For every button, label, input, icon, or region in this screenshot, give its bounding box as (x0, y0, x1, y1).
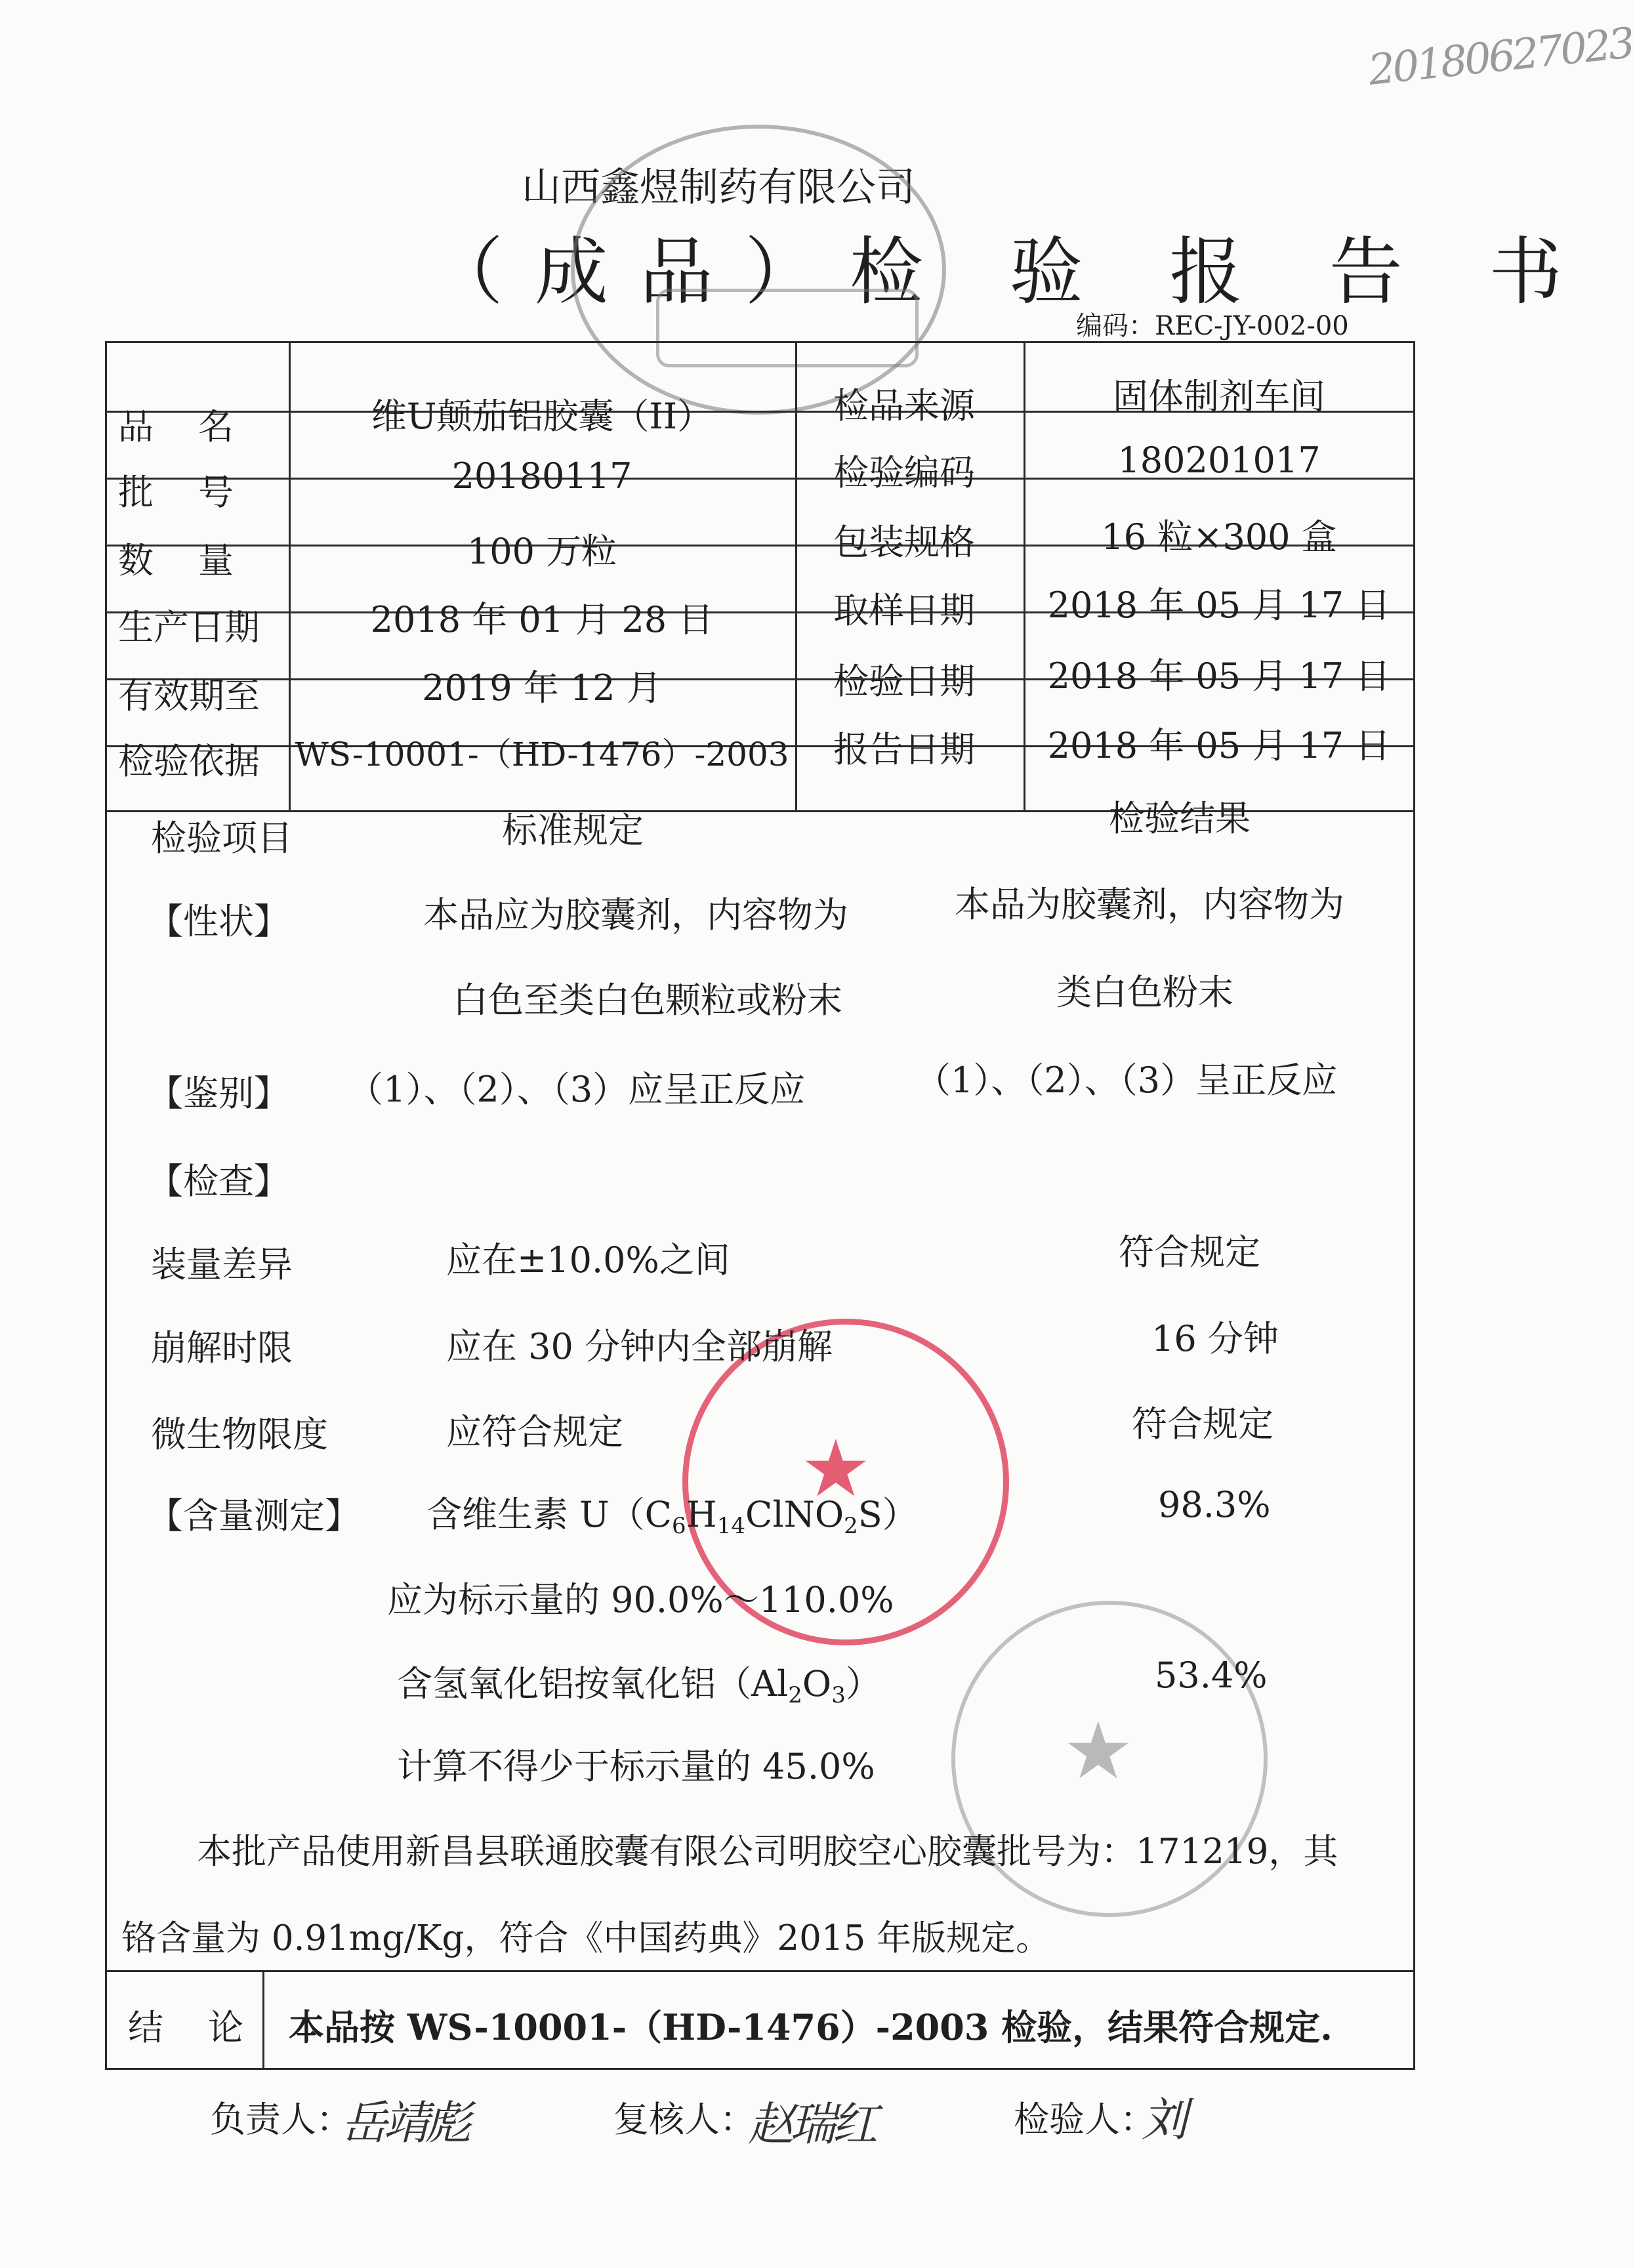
check-standard: 应在 30 分钟内全部崩解 (446, 1326, 833, 1367)
note-line: 铬含量为 0.91mg/Kg，符合《中国药典》2015 年版规定。 (121, 1918, 1051, 1958)
section-label-appearance: 【性状】 (148, 901, 289, 942)
report-title: （成品）检 验 报 告 书 (430, 230, 1594, 315)
header-result: 检验结果 (1109, 798, 1251, 839)
standard-text: 白色至类白色颗粒或粉末 (453, 979, 842, 1021)
check-result: 符合规定 (1119, 1231, 1260, 1273)
conclusion-label: 结论 (128, 2007, 288, 2048)
standard-text: 本品应为胶囊剂，内容物为 (423, 894, 848, 936)
check-item: 微生物限度 (151, 1414, 328, 1455)
info-label: 数量 (118, 540, 278, 581)
check-result: 16 分钟 (1151, 1318, 1279, 1359)
standard-text: 计算不得少于标示量的 45.0% (397, 1746, 875, 1787)
inspector-signature: 刘 (1142, 2093, 1184, 2147)
info-label: 检验依据 (118, 741, 260, 782)
section-label-inspection: 【检查】 (148, 1161, 289, 1202)
info-label: 批号 (118, 472, 278, 513)
info-label: 有效期至 (118, 675, 260, 716)
conclusion-text: 本品按 WS-10001-（HD-1476）-2003 检验，结果符合规定. (289, 2006, 1333, 2048)
info-value: 2018 年 05 月 17 日 (1047, 725, 1391, 766)
company-name: 山西鑫煜制药有限公司 (522, 165, 915, 211)
info-value: 2019 年 12 月 (422, 667, 662, 709)
column-divider (289, 341, 291, 810)
assay-result: 98.3% (1158, 1484, 1271, 1525)
document-code: 编码：REC-JY-002-00 (1076, 311, 1349, 341)
check-standard: 应在±10.0%之间 (446, 1239, 730, 1281)
section-label-identification: 【鉴别】 (148, 1073, 289, 1114)
responsible-label: 负责人： (210, 2099, 352, 2140)
check-result: 符合规定 (1132, 1403, 1273, 1445)
check-standard: 应符合规定 (446, 1411, 623, 1453)
assay-formula: 含氢氧化铝按氧化铝（Al2O3） (397, 1663, 881, 1708)
info-value: 16 粒×300 盒 (1101, 516, 1337, 558)
header-item: 检验项目 (151, 817, 293, 859)
info-value: 维U颠茄铝胶囊（II） (371, 396, 713, 437)
section-label-assay: 【含量测定】 (148, 1495, 360, 1536)
info-value: WS-10001-（HD-1476）-2003 (295, 735, 789, 773)
info-label: 取样日期 (833, 590, 975, 631)
info-label: 检品来源 (833, 385, 975, 426)
info-label: 包装规格 (833, 522, 975, 563)
info-label: 生产日期 (118, 607, 260, 648)
info-value: 20180117 (451, 455, 632, 497)
result-text: （1）、（2）、（3）呈正反应 (915, 1060, 1338, 1101)
gray-seal-star-icon: ★ (1063, 1706, 1134, 1797)
standard-text: （1）、（2）、（3）应呈正反应 (348, 1069, 806, 1110)
info-label: 检验编码 (833, 452, 975, 493)
corner-number: 20180627023 (1366, 19, 1635, 95)
red-seal-star-icon: ★ (800, 1424, 871, 1515)
note-line: 本批产品使用新昌县联通胶囊有限公司明胶空心胶囊批号为：171219，其 (197, 1832, 1338, 1872)
info-value: 2018 年 05 月 17 日 (1047, 585, 1391, 626)
info-label: 品名 (118, 406, 278, 447)
check-item: 装量差异 (151, 1244, 293, 1285)
column-divider (795, 341, 797, 810)
info-value: 固体制剂车间 (1113, 376, 1325, 417)
reviewer-label: 复核人： (613, 2099, 755, 2140)
info-label: 报告日期 (833, 729, 975, 770)
header-standard: 标准规定 (502, 810, 644, 851)
inspector-label: 检验人： (1014, 2099, 1155, 2140)
responsible-signature: 岳靖彪 (341, 2096, 467, 2150)
assay-result: 53.4% (1155, 1655, 1268, 1696)
info-value: 100 万粒 (466, 531, 617, 572)
conclusion-divider (105, 1970, 1415, 1972)
info-value: 2018 年 05 月 17 日 (1047, 655, 1391, 697)
check-item: 崩解时限 (151, 1327, 293, 1369)
reviewer-signature: 赵瑞红 (748, 2097, 874, 2151)
assay-formula: 含维生素 U（C6H14ClNO2S） (426, 1494, 918, 1539)
info-value: 180201017 (1117, 440, 1321, 481)
result-text: 本品为胶囊剂，内容物为 (955, 884, 1344, 925)
column-divider (1024, 341, 1025, 810)
info-value: 2018 年 01 月 28 日 (370, 599, 714, 640)
info-label: 检验日期 (833, 661, 975, 702)
standard-text: 应为标示量的 90.0%～110.0% (387, 1579, 894, 1620)
result-text: 类白色粉末 (1056, 972, 1233, 1013)
